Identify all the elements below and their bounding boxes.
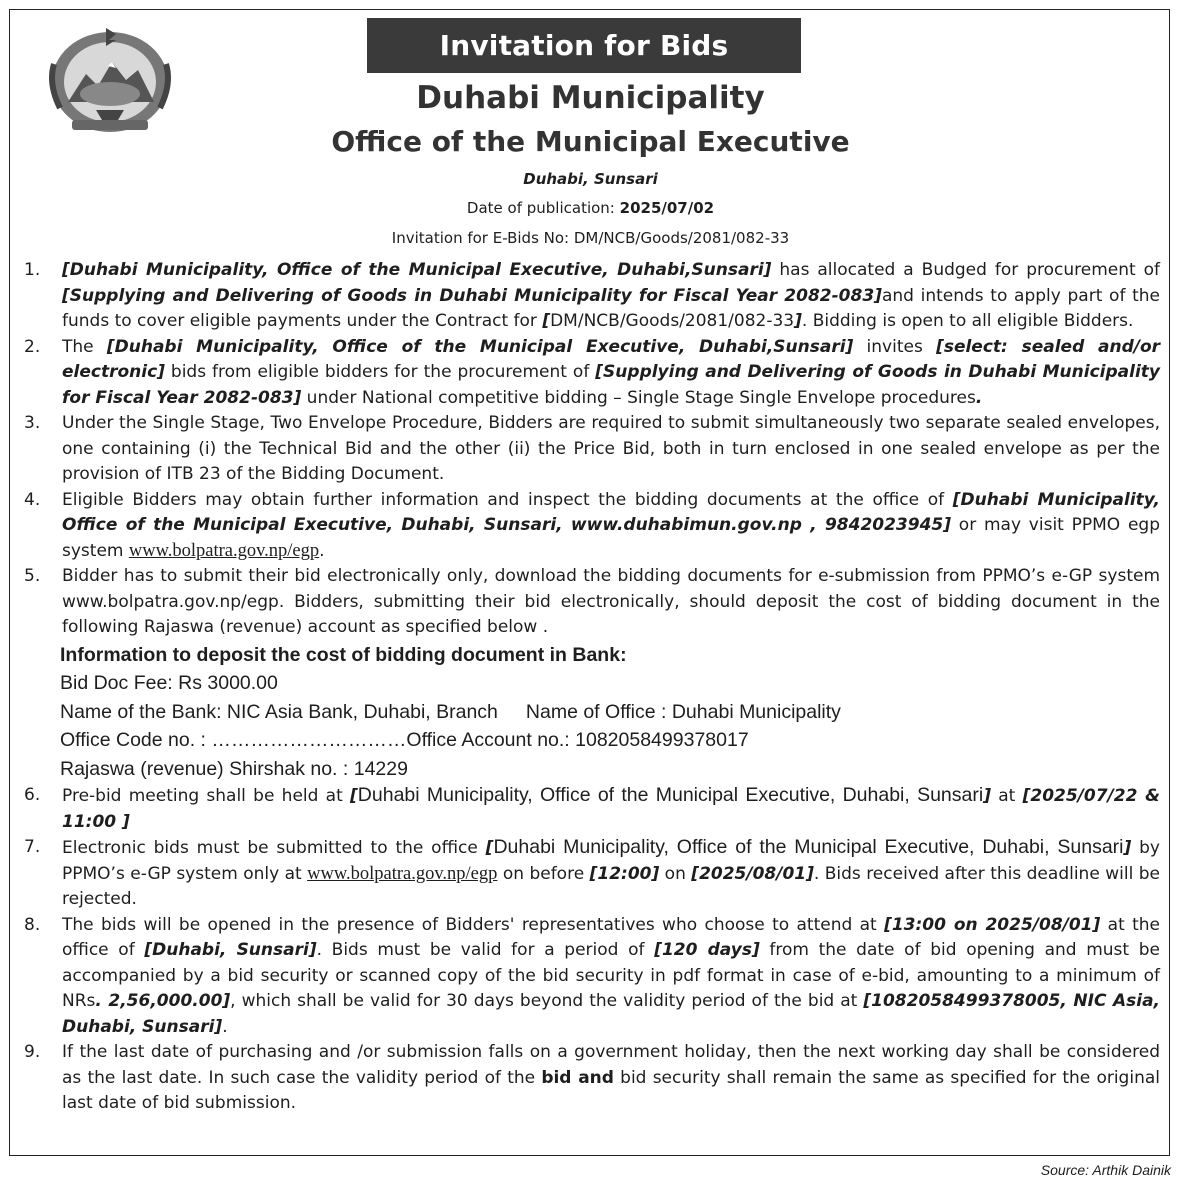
item-number: 2. [24, 336, 41, 357]
item-number: 5. [24, 566, 41, 586]
publication-date: Date of publication: 2025/07/02 [466, 199, 715, 217]
item-text-run: has allocated a Budged for procurement of [771, 260, 1160, 280]
bracketed-field: [120 days] [654, 940, 760, 960]
organization-name: Duhabi Municipality [416, 80, 765, 116]
item-text [62, 835, 1160, 913]
item-text-run: Eligible Bidders may obtain further information and inspect the bidding documents at the office of [62, 489, 953, 510]
item-text-run: on before [497, 863, 590, 884]
revenue-shirshak: Rajaswa (revenue) Shirshak no. : 14229 [60, 757, 408, 780]
item-text-run: on [659, 863, 692, 884]
item-text-run: Pre-bid meeting shall be held at [62, 786, 351, 806]
bracketed-field: . [975, 387, 983, 408]
notice-item [22, 913, 1160, 1041]
office-code: Office Code no. : ………………………… [60, 729, 407, 751]
item-text-run: If the last date of purchasing and /or submission falls on a government holiday, then the next working day shall be considered as the last date. In such case the validity period of the [62, 1042, 1160, 1088]
office-location: Duhabi, Sunsari [523, 170, 658, 188]
bracketed-field: [2025/08/01] [691, 863, 814, 884]
notice-item [22, 564, 1160, 641]
bracketed-field: ] [1123, 838, 1132, 858]
office-account: Office Account no.: 1082058499378017 [406, 729, 749, 751]
item-text-run: . [222, 1016, 228, 1037]
item-text-run: Bidder has to submit their bid electronically only, download the bidding documents for e-submission from PPMO’s e-GP system www.bolpatra.gov.np/egp. Bidders, submitting their bid electronically, should deposit the cost of bidding document in the following Rajaswa (revenue) account as specified below . [62, 566, 1160, 637]
notice-title: Invitation for Bids [367, 18, 801, 73]
bracketed-field: [Duhabi, Sunsari] [144, 940, 317, 960]
notice-item [22, 335, 1160, 412]
egp-link[interactable]: www.bolpatra.gov.np/egp [307, 863, 498, 884]
bracketed-field: [Supplying and Delivering of Goods in Duhabi Municipality for Fiscal Year 2082-083] [62, 362, 1160, 408]
notice-item [22, 258, 1160, 335]
item-text [62, 411, 1160, 488]
item-text-run: The bids will be opened in the presence of Bidders' representatives who choose to attend at [62, 914, 885, 935]
item-text-run: by PPMO’s e-GP system only at [62, 838, 1160, 884]
item-text-run: . Bids received after this deadline will be rejected. [62, 863, 1160, 909]
egp-link[interactable]: www.bolpatra.gov.np/egp [128, 540, 320, 561]
bid-number: Invitation for E-Bids No: DM/NCB/Goods/2081/082-33 [391, 229, 790, 247]
publication-date-value: 2025/07/02 [619, 199, 715, 217]
bank-info-heading: Information to deposit the cost of bidding document in Bank: [60, 643, 627, 666]
item-text [62, 913, 1160, 1041]
notice-item [22, 1040, 1160, 1117]
item-text-run: . Bidding is open to all eligible Bidders. [801, 311, 1134, 331]
item-text-run: Under the Single Stage, Two Envelope Procedure, Bidders are required to submit simultaneously two separate sealed envelopes, one containing (i) the Technical Bid and the other (ii) the Price Bid, both in turn enclosed in one sealed envelope as per the provision of ITB 23 of the Bidding Document. [62, 413, 1160, 484]
bracketed-field: [Duhabi Municipality, Office of the Municipal Executive, Duhabi, Sunsari, www.duhabimun.gov.np , 9842023945] [62, 489, 1160, 535]
source-credit: Source: Arthik Dainik [1040, 1162, 1171, 1178]
item-text-run: bid security shall remain the same as specified for the original last date of bid submission. [62, 1067, 1160, 1113]
notice-item [22, 411, 1160, 488]
item-text-run: from the date of bid opening and must be accompanied by a bid security or scanned copy of the bid security in pdf format in case of e-bid, amounting to a minimum of NRs [62, 940, 1160, 1011]
item-text-run: . [319, 540, 325, 561]
item-number: 6. [24, 785, 41, 805]
item-text [62, 564, 1160, 641]
item-text [62, 488, 1160, 565]
bracketed-field: ] [794, 311, 802, 331]
item-text-run: bids from eligible bidders for the procurement of [164, 362, 596, 382]
bracketed-field: [1082058499378005, NIC Asia, Duhabi, Sunsari] [62, 991, 1160, 1037]
item-text-run: under National competitive bidding – Single Stage Single Envelope procedures [301, 387, 976, 408]
item-text-run: . Bids must be valid for a period of [316, 940, 655, 960]
bracketed-field: [ [542, 311, 551, 331]
office-address: Duhabi Municipality, Office of the Municipal Executive, Duhabi, Sunsari [493, 836, 1124, 858]
bracketed-field: [select: sealed and/or electronic] [62, 336, 1161, 382]
item-text-run: The [62, 336, 107, 357]
item-number: 9. [24, 1042, 41, 1062]
bracketed-field: [ [350, 786, 358, 806]
bank-name: Name of the Bank: NIC Asia Bank, Duhabi, Branch [60, 700, 498, 723]
bracketed-field: [Duhabi Municipality, Office of the Municipal Executive, Duhabi,Sunsari] [106, 336, 854, 357]
item-text-run: at the office of [62, 914, 1160, 960]
item-text-run: , which shall be valid for 30 days beyond the validity period of the bid at [230, 991, 864, 1011]
item-text-run: DM/NCB/Goods/2081/082-33 [550, 311, 795, 331]
bracketed-field: [Duhabi Municipality, Office of the Municipal Executive, Duhabi,Sunsari] [62, 260, 772, 280]
notice-item [22, 783, 1160, 835]
bracketed-field: [Supplying and Delivering of Goods in Duhabi Municipality for Fiscal Year 2082-083] [62, 285, 882, 306]
office-name: Office of the Municipal Executive [331, 125, 850, 158]
bracketed-field: [ [485, 838, 494, 858]
item-text-run: Electronic bids must be submitted to the office [62, 838, 486, 858]
office-code-row [60, 726, 1160, 755]
item-text [62, 1040, 1160, 1117]
office-name-bank: Name of Office : Duhabi Municipality [525, 700, 841, 723]
item-number: 8. [24, 914, 41, 935]
item-number: 3. [24, 413, 41, 433]
bracketed-field: ] [983, 786, 991, 806]
bank-info [60, 641, 1160, 784]
bank-office-row [60, 698, 1160, 727]
item-number: 1. [24, 260, 41, 280]
item-text-run: and intends to apply part of the funds to cover eligible payments under the Contract for [62, 285, 1161, 331]
bid-doc-fee: Bid Doc Fee: Rs 3000.00 [60, 672, 278, 694]
bracketed-field: [2025/07/22 & 11:00 ] [62, 786, 1161, 832]
item-number: 7. [24, 837, 41, 857]
bracketed-field: [13:00 on 2025/08/01] [884, 914, 1101, 935]
item-text-run: at [990, 786, 1023, 806]
notice-items [22, 258, 1160, 1117]
item-text [62, 258, 1160, 335]
item-number: 4. [24, 489, 41, 510]
bracketed-field: [12:00] [589, 863, 660, 884]
item-text-run: or may visit PPMO egp system [62, 515, 1160, 561]
bracketed-field: . 2,56,000.00] [95, 991, 231, 1011]
notice-item [22, 488, 1160, 565]
bold-text: bid and [541, 1067, 614, 1088]
item-text [62, 783, 1160, 835]
item-text [62, 335, 1160, 412]
notice-item [22, 835, 1160, 913]
office-address: Duhabi Municipality, Office of the Municipal Executive, Duhabi, Sunsari [357, 784, 984, 806]
item-text-run: invites [853, 336, 937, 357]
